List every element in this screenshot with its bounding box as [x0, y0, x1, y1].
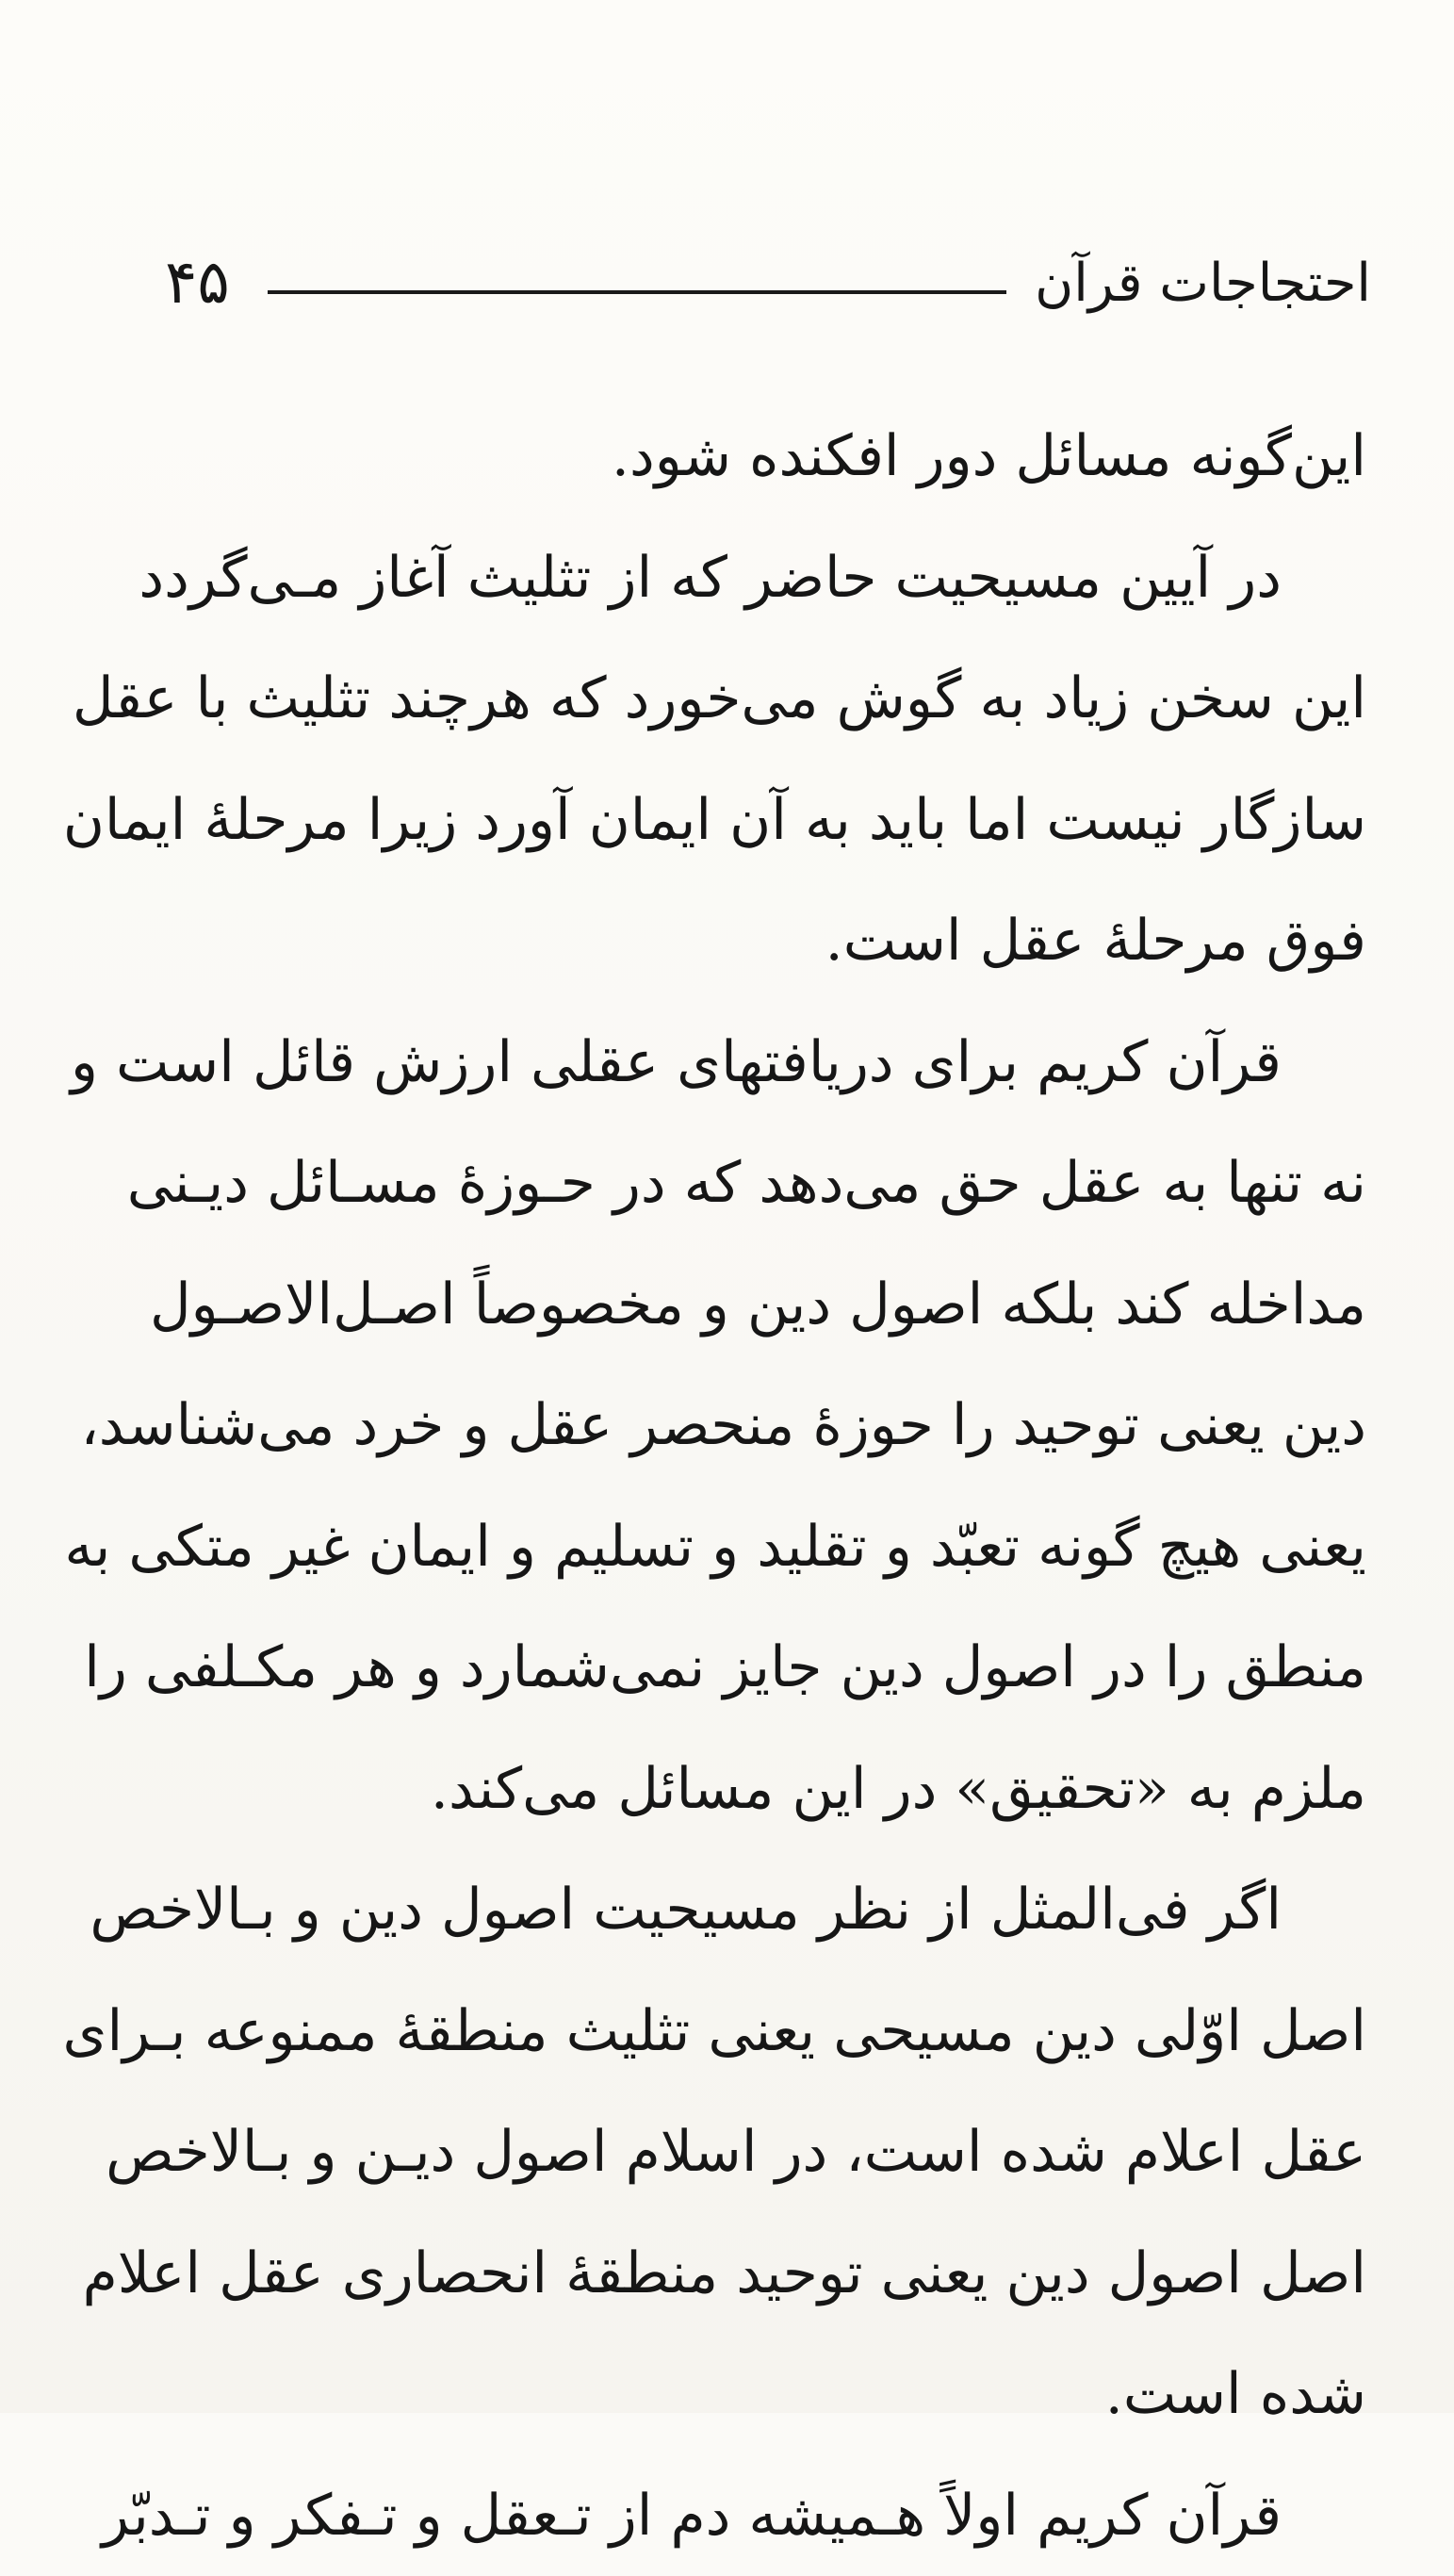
running-title: احتجاجات قرآن — [1035, 253, 1371, 314]
text-line: سازگار نیست اما باید به آن ایمان آورد زیرا مرحلهٔ ایمان — [184, 760, 1366, 881]
text-line: اصل اصول دین یعنی توحید منطقهٔ انحصاری عقل اعلام — [184, 2213, 1366, 2335]
text-line: قرآن کریم برای دریافتهای عقلی ارزش قائل است و — [184, 1002, 1366, 1124]
text-line: شده است. — [184, 2334, 1366, 2455]
page-header — [165, 240, 1371, 325]
text-line: در آیین مسیحیت حاضر که از تثلیث آغاز مـی‌گردد — [184, 517, 1366, 639]
text-line: مداخله کند بلکه اصول دین و مخصوصاً اصـل‌الاصـول — [184, 1244, 1366, 1366]
text-line: این‌گونه مسائل دور افکنده شود. — [184, 396, 1366, 517]
text-line: قرآن کریم اولاً هـمیشه دم از تـعقل و تـفکر و تـدبّر — [184, 2455, 1366, 2576]
text-line: منطق را در اصول دین جایز نمی‌شمارد و هر مکـلفی را — [184, 1607, 1366, 1729]
text-line: یعنی هیچ گونه تعبّد و تقلید و تسلیم و ایمان غیر متکی به — [184, 1486, 1366, 1608]
text-line: اگر فی‌المثل از نظر مسیحیت اصول دین و بـالاخص — [184, 1849, 1366, 1971]
text-body — [184, 396, 1366, 2576]
header-rule — [268, 290, 1006, 294]
text-line: نه تنها به عقل حق می‌دهد که در حـوزهٔ مسـائل دیـنی — [184, 1123, 1366, 1244]
text-line: دین یعنی توحید را حوزهٔ منحصر عقل و خرد می‌شناسد، — [184, 1365, 1366, 1486]
page-number: ۴۵ — [165, 248, 230, 318]
text-line: ملزم به «تحقیق» در این مسائل می‌کند. — [184, 1729, 1366, 1850]
text-line: عقل اعلام شده است، در اسلام اصول دیـن و بـالاخص — [184, 2092, 1366, 2213]
text-line: این سخن زیاد به گوش می‌خورد که هرچند تثلیث با عقل — [184, 638, 1366, 760]
text-line: فوق مرحلهٔ عقل است. — [184, 880, 1366, 1002]
text-line: اصل اوّلی دین مسیحی یعنی تثلیث منطقهٔ ممنوعه بـرای — [184, 1971, 1366, 2092]
